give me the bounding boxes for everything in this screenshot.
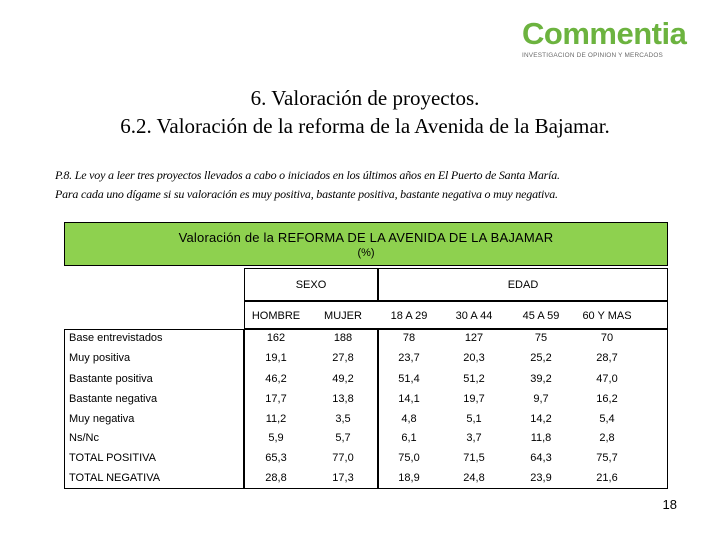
table-cell: 188	[333, 332, 353, 344]
table-cell: 47,0	[596, 373, 618, 385]
page-number: 18	[662, 497, 677, 512]
logo-tagline: INVESTIGACION DE OPINION Y MERCADOS	[522, 52, 663, 59]
column-header: 60 Y MAS	[582, 310, 632, 322]
row-label: Ns/Nc	[69, 432, 99, 444]
table-cell: 20,3	[463, 352, 485, 364]
table-cell: 5,7	[335, 432, 351, 444]
table-cell: 27,8	[332, 352, 354, 364]
column-header: 30 A 44	[455, 310, 493, 322]
table-cell: 11,2	[265, 413, 287, 425]
table-cell: 9,7	[533, 393, 549, 405]
row-label: TOTAL NEGATIVA	[69, 472, 161, 484]
column-header: MUJER	[324, 310, 362, 322]
table-cell: 28,7	[596, 352, 618, 364]
row-label: TOTAL POSITIVA	[69, 452, 157, 464]
table-cell: 75,0	[398, 452, 420, 464]
table-cell: 162	[266, 332, 286, 344]
table-cell: 75	[534, 332, 548, 344]
row-label: Bastante negativa	[69, 393, 158, 405]
table-cell: 6,1	[401, 432, 417, 444]
table-cell: 19,7	[463, 393, 485, 405]
table-cell: 5,4	[599, 413, 615, 425]
section-title: 6. Valoración de proyectos.	[250, 86, 480, 110]
table-banner	[64, 222, 668, 266]
table-cell: 21,6	[596, 472, 618, 484]
table-cell: 23,7	[398, 352, 420, 364]
table-cell: 24,8	[463, 472, 485, 484]
banner-unit: (%)	[357, 247, 375, 259]
table-cell: 13,8	[332, 393, 354, 405]
table-cell: 46,2	[265, 373, 287, 385]
table-cell: 127	[464, 332, 484, 344]
table-cell: 18,9	[398, 472, 420, 484]
table-cell: 5,1	[466, 413, 482, 425]
table-cell: 5,9	[268, 432, 284, 444]
banner-title: Valoración de la REFORMA DE LA AVENIDA DE LA BAJAMAR	[178, 230, 554, 245]
column-header: HOMBRE	[251, 310, 301, 322]
question-line-2: Para cada uno dígame si su valoración es muy positiva, bastante positiva, bastante negativa o muy negativa.	[55, 187, 558, 201]
question-text	[55, 166, 675, 204]
table-cell: 78	[402, 332, 416, 344]
table-cell: 17,7	[265, 393, 287, 405]
question-line-1: P.8. Le voy a leer tres proyectos llevados a cabo o iniciados en los últimos años en El Puerto de Santa María.	[55, 168, 560, 182]
row-label: Muy positiva	[69, 352, 131, 364]
table-cell: 14,1	[398, 393, 420, 405]
logo-wordmark: Commentia	[522, 16, 687, 51]
table-cell: 14,2	[530, 413, 552, 425]
commentia-logo	[522, 14, 702, 74]
table-cell: 3,7	[466, 432, 482, 444]
table-cell: 64,3	[530, 452, 552, 464]
table-cell: 77,0	[332, 452, 354, 464]
row-label: Base entrevistados	[69, 332, 163, 344]
row-label: Muy negativa	[69, 413, 135, 425]
table-cell: 75,7	[596, 452, 618, 464]
table-cell: 17,3	[332, 472, 354, 484]
column-header: 18 A 29	[390, 310, 428, 322]
table-cell: 4,8	[401, 413, 417, 425]
table-cell: 2,8	[599, 432, 615, 444]
table-cell: 19,1	[265, 352, 287, 364]
table-cell: 70	[600, 332, 614, 344]
table-cell: 3,5	[335, 413, 351, 425]
table-cell: 65,3	[265, 452, 287, 464]
table-cell: 71,5	[463, 452, 485, 464]
table-cell: 11,8	[530, 432, 552, 444]
table-cell: 49,2	[332, 373, 354, 385]
subsection-title: 6.2. Valoración de la reforma de la Avenida de la Bajamar.	[120, 114, 610, 138]
table-cell: 51,2	[463, 373, 485, 385]
column-header: 45 A 59	[522, 310, 560, 322]
group-header-edad: EDAD	[507, 279, 539, 291]
table-cell: 28,8	[265, 472, 287, 484]
group-header-sexo: SEXO	[295, 279, 327, 291]
table-cell: 51,4	[398, 373, 420, 385]
row-label: Bastante positiva	[69, 373, 153, 385]
table-cell: 25,2	[530, 352, 552, 364]
table-cell: 39,2	[530, 373, 552, 385]
table-cell: 16,2	[596, 393, 618, 405]
table-cell: 23,9	[530, 472, 552, 484]
